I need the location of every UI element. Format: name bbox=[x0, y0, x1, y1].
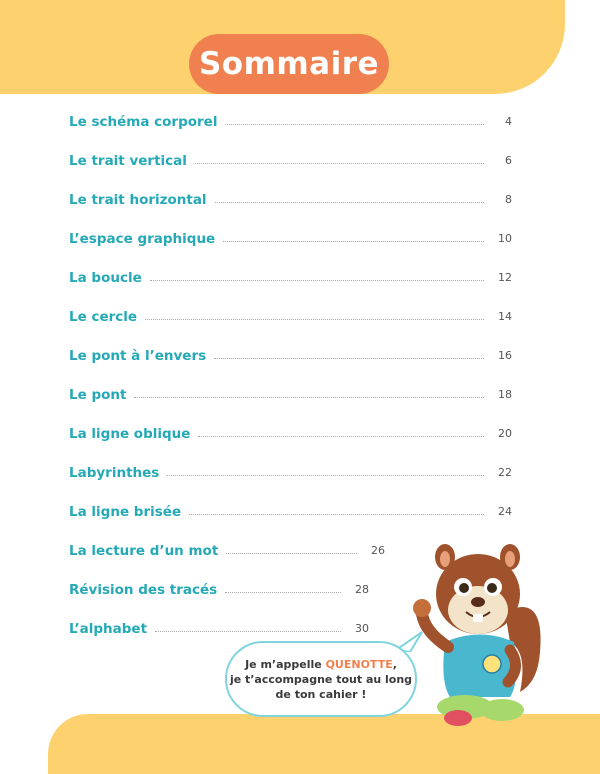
toc-label: Le pont bbox=[69, 387, 134, 403]
speech-bubble bbox=[225, 641, 417, 717]
dot-leader bbox=[198, 436, 484, 437]
dot-leader bbox=[215, 202, 484, 203]
toc-label: L’espace graphique bbox=[69, 231, 223, 247]
toc-label: L’alphabet bbox=[69, 621, 155, 637]
toc-label: La ligne oblique bbox=[69, 426, 198, 442]
dot-leader bbox=[145, 319, 484, 320]
toc-page: 30 bbox=[355, 622, 369, 635]
toc-label: La boucle bbox=[69, 270, 150, 286]
dot-leader bbox=[189, 514, 484, 515]
dot-leader bbox=[225, 592, 341, 593]
toc-row[interactable] bbox=[69, 531, 385, 570]
toc-page: 18 bbox=[498, 388, 512, 401]
toc-page: 10 bbox=[498, 232, 512, 245]
toc-page: 8 bbox=[505, 193, 512, 206]
dot-leader bbox=[223, 241, 484, 242]
dot-leader bbox=[134, 397, 484, 398]
title-pill bbox=[189, 34, 389, 94]
dot-leader bbox=[150, 280, 484, 281]
toc-page: 14 bbox=[498, 310, 512, 323]
toc-row[interactable] bbox=[69, 219, 512, 258]
toc-page: 22 bbox=[498, 466, 512, 479]
dot-leader bbox=[195, 163, 484, 164]
toc-page: 4 bbox=[505, 115, 512, 128]
bubble-comma: , bbox=[392, 657, 397, 671]
toc-row[interactable] bbox=[69, 375, 512, 414]
toc-row[interactable] bbox=[69, 453, 512, 492]
dot-leader bbox=[167, 475, 484, 476]
toc-label: La ligne brisée bbox=[69, 504, 189, 520]
toc-row[interactable] bbox=[69, 141, 512, 180]
toc-row[interactable] bbox=[69, 258, 512, 297]
toc-label: Le cercle bbox=[69, 309, 145, 325]
mascot-name: QUENOTTE bbox=[325, 657, 393, 671]
dot-leader bbox=[155, 631, 341, 632]
toc-row[interactable] bbox=[69, 492, 512, 531]
toc-page: 28 bbox=[355, 583, 369, 596]
toc-page: 20 bbox=[498, 427, 512, 440]
toc-page: 12 bbox=[498, 271, 512, 284]
toc-label: La lecture d’un mot bbox=[69, 543, 226, 559]
page-title: Sommaire bbox=[198, 46, 380, 82]
toc-label: Révision des tracés bbox=[69, 582, 225, 598]
toc-page: 24 bbox=[498, 505, 512, 518]
toc-page: 6 bbox=[505, 154, 512, 167]
dot-leader bbox=[225, 124, 484, 125]
bubble-line-3: de ton cahier ! bbox=[275, 687, 367, 701]
toc-row[interactable] bbox=[69, 336, 512, 375]
toc-row[interactable] bbox=[69, 297, 512, 336]
toc-label: Le trait horizontal bbox=[69, 192, 215, 208]
toc-row[interactable] bbox=[69, 180, 512, 219]
dot-leader bbox=[214, 358, 484, 359]
toc-row[interactable] bbox=[69, 414, 512, 453]
toc-row[interactable] bbox=[69, 102, 512, 141]
bubble-prefix: Je m’appelle bbox=[245, 657, 326, 671]
toc-label: Labyrinthes bbox=[69, 465, 167, 481]
toc-page: 16 bbox=[498, 349, 512, 362]
toc-label: Le trait vertical bbox=[69, 153, 195, 169]
bubble-line-1 bbox=[245, 657, 397, 672]
toc-label: Le schéma corporel bbox=[69, 114, 225, 130]
toc-page: 26 bbox=[371, 544, 385, 557]
squirrel-mascot-icon bbox=[410, 532, 545, 732]
bubble-line-2: je t’accompagne tout au long bbox=[229, 672, 413, 686]
dot-leader bbox=[226, 553, 357, 554]
toc-label: Le pont à l’envers bbox=[69, 348, 214, 364]
toc-row[interactable] bbox=[69, 570, 369, 609]
